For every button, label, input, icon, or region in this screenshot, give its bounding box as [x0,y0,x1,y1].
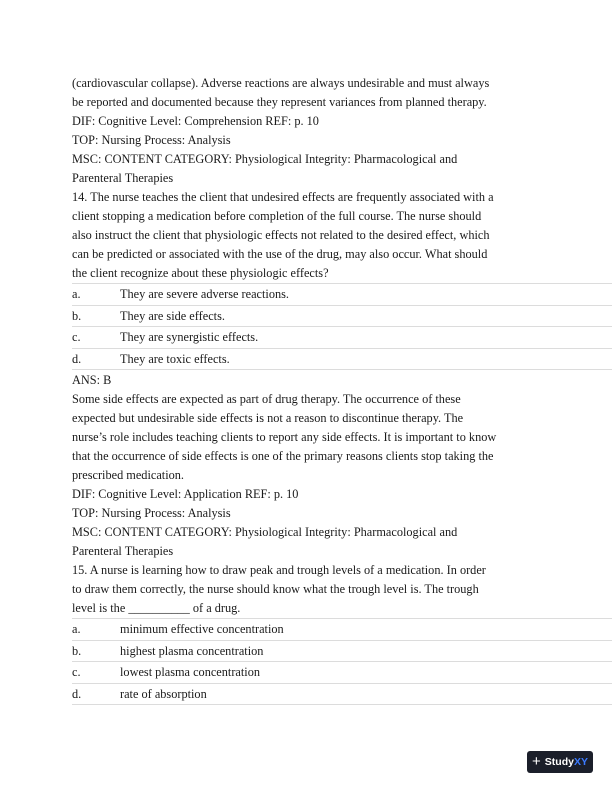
plus-icon: + [532,753,541,770]
rationale-line: nurse’s role includes teaching clients to report any side effects. It is important to know [72,430,497,444]
answer-key: ANS: B [72,373,112,387]
answer-option-c [72,326,612,348]
question-stem-line: 15. A nurse is learning how to draw peak and trough levels of a medication. In order [72,563,486,577]
text-line: DIF: Cognitive Level: Comprehension REF: p. 10 [72,114,319,128]
text-line: TOP: Nursing Process: Analysis [72,133,231,147]
option-text: rate of absorption [120,686,207,701]
option-text: They are toxic effects. [120,351,230,366]
metadata-line: TOP: Nursing Process: Analysis [72,506,231,520]
answer-option-c [72,661,612,683]
option-letter: c. [72,665,81,679]
option-text: lowest plasma concentration [120,665,261,679]
question-stem-line: 14. The nurse teaches the client that undesired effects are frequently associated with a [72,190,494,204]
option-letter: a. [72,622,81,636]
option-text: They are synergistic effects. [120,330,259,344]
answer-option-d [72,683,612,706]
rationale-line: Some side effects are expected as part of drug therapy. The occurrence of these [72,392,461,406]
option-text: highest plasma concentration [120,643,264,658]
rationale-line: prescribed medication. [72,468,184,482]
rationale-line: that the occurrence of side effects is one of the primary reasons clients stop taking the [72,449,494,463]
metadata-line: DIF: Cognitive Level: Application REF: p. 10 [72,487,299,501]
option-letter: b. [72,308,82,323]
badge-label-suffix: XY [573,756,588,768]
text-line: Parenteral Therapies [72,171,174,185]
question-15 [72,561,540,705]
option-letter: c. [72,330,81,344]
question-stem-line: client stopping a medication before completion of the full course. The nurse should [72,209,482,223]
text-line: MSC: CONTENT CATEGORY: Physiological Integrity: Pharmacological and [72,152,458,166]
option-text: They are side effects. [120,308,225,323]
rationale-line: expected but undesirable side effects is not a reason to discontinue therapy. The [72,411,464,425]
answer-option-d [72,348,612,371]
option-letter: d. [72,351,82,366]
answer-option-a [72,283,612,305]
metadata-line: Parenteral Therapies [72,544,174,558]
question-stem-line: to draw them correctly, the nurse should know what the trough level is. The trough [72,582,479,596]
document-page [72,74,540,705]
metadata-line: MSC: CONTENT CATEGORY: Physiological Integrity: Pharmacological and [72,525,458,539]
option-letter: a. [72,287,81,301]
option-text: They are severe adverse reactions. [120,287,289,301]
option-letter: b. [72,643,82,658]
studyxy-badge[interactable] [527,751,593,773]
text-line: be reported and documented because they represent variances from planned therapy. [72,95,487,109]
previous-question-tail [72,74,540,188]
question-stem-line: level is the __________ of a drug. [72,601,241,615]
question-14 [72,188,540,561]
badge-label-prefix: Study [544,756,574,768]
question-stem-line: can be predicted or associated with the use of the drug, may also occur. What should [72,247,488,261]
question-stem-line: also instruct the client that physiologic effects not related to the desired effect, which [72,228,490,242]
question-stem-line: the client recognize about these physiologic effects? [72,266,329,280]
option-letter: d. [72,686,82,701]
text-line: (cardiovascular collapse). Adverse reactions are always undesirable and must always [72,76,490,90]
option-text: minimum effective concentration [120,622,284,636]
answer-option-b [72,305,612,327]
answer-option-b [72,640,612,662]
answer-option-a [72,618,612,640]
